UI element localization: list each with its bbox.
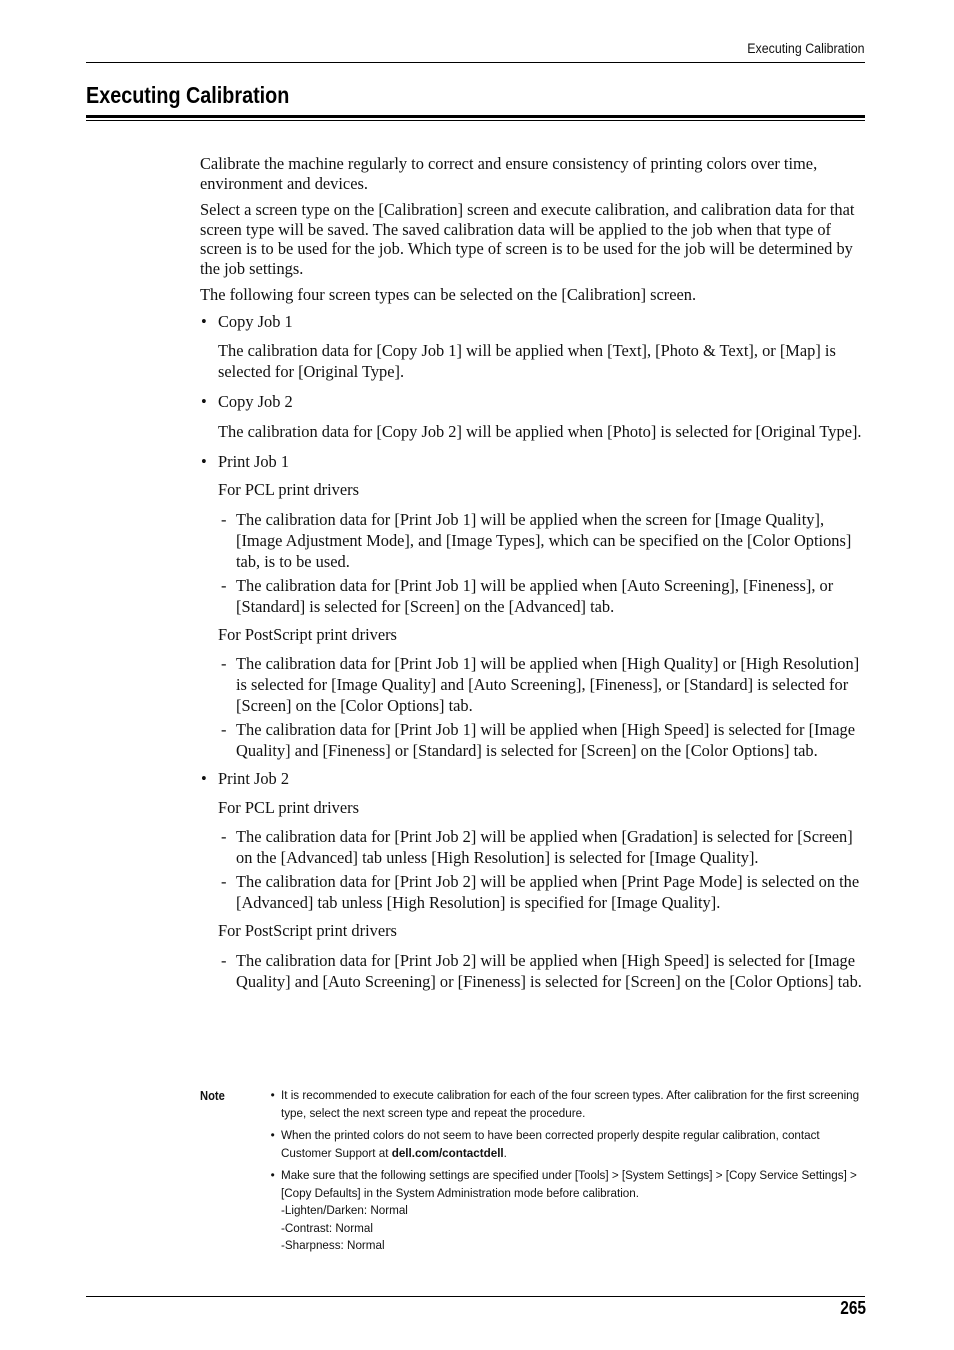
dash-glyph: - (221, 827, 227, 846)
note-item-end: . (503, 1145, 507, 1160)
intro-paragraph: Select a screen type on the [Calibration] screen and execute calibration, and calibration data for that screen type will be saved. The saved calibration data will be applied to the job when that type of screen is to be used for the job. Which type of screen is to be used for the job will be determined by the job settings. (200, 200, 855, 278)
dash-item (221, 950, 866, 992)
note-label: Note (200, 1088, 225, 1103)
bullet-glyph: • (270, 1128, 275, 1142)
dash-list (200, 509, 866, 617)
dash-list (200, 826, 866, 913)
dash-item (221, 575, 866, 617)
setting-line: -Contrast: Normal (281, 1220, 373, 1235)
bullet-description: The calibration data for [Copy Job 1] will be applied when [Text], [Photo & Text], or [Map] is selected for [Original Type]. (218, 341, 836, 381)
page-title: Executing Calibration (86, 82, 290, 108)
note-list (200, 1087, 866, 1255)
note-item (270, 1127, 864, 1162)
header-rule (86, 62, 865, 63)
running-header: Executing Calibration (747, 41, 865, 56)
setting-line: -Lighten/Darken: Normal (281, 1203, 408, 1217)
bullet-glyph: • (201, 392, 207, 411)
bullet-label: Print Job 1 (218, 451, 290, 471)
contact-link[interactable]: dell.com/contactdell (391, 1145, 504, 1160)
body-content (200, 154, 866, 1000)
dash-item (221, 653, 866, 716)
bullet-description: The calibration data for [Copy Job 2] will be applied when [Photo] is selected for [Original Type]. (218, 421, 862, 441)
footer-rule (86, 1296, 865, 1297)
bullet-glyph: • (201, 311, 207, 331)
note-box (200, 1087, 866, 1260)
note-item (270, 1167, 864, 1255)
dash-item-text: The calibration data for [Print Job 1] will be applied when [High Speed] is selected for [Image Quality] and [Fineness] or [Standard] is selected for [Screen] on the [Color Options] tab. (236, 720, 856, 760)
dash-item-text: The calibration data for [Print Job 1] will be applied when [High Quality] or [High Resolution] is selected for [Image Quality] and [Auto Screening], [Fineness], or [Standard] is selected for [Screen] on the [Color Options] tab. (236, 654, 860, 715)
driver-label-postscript: For PostScript print drivers (218, 624, 397, 644)
bullet-glyph: • (270, 1168, 275, 1182)
bullet-print-job-1 (200, 452, 866, 472)
bullet-glyph: • (201, 769, 207, 788)
dash-item-text: The calibration data for [Print Job 2] will be applied when [High Speed] is selected for [Image Quality] and [Auto Screening] or [Fineness] is selected for [Screen] on the [Color Options] tab. (236, 950, 862, 991)
bullet-copy-job-2 (200, 392, 866, 412)
setting-line: -Sharpness: Normal (281, 1238, 385, 1252)
dash-list (200, 950, 866, 992)
bullet-glyph: • (270, 1088, 275, 1102)
dash-list (200, 653, 866, 761)
dash-item-text: The calibration data for [Print Job 2] will be applied when [Print Page Mode] is selected on the [Advanced] tab unless [High Resolution] is specified for [Image Quality]. (236, 872, 860, 912)
driver-label-pcl: For PCL print drivers (218, 480, 359, 499)
title-rule-thick (86, 115, 865, 118)
dash-glyph: - (221, 872, 227, 891)
driver-label-postscript: For PostScript print drivers (218, 921, 397, 940)
intro-paragraph: Calibrate the machine regularly to correct and ensure consistency of printing colors over time, environment and devices. (200, 154, 818, 193)
bullet-print-job-2 (200, 769, 866, 789)
dash-item (221, 509, 866, 572)
dash-item (221, 719, 866, 761)
dash-glyph: - (221, 509, 227, 529)
bullet-label: Copy Job 1 (218, 311, 293, 331)
note-item-text: When the printed colors do not seem to have been corrected properly despite regular calibration, contact Customer Support at (281, 1128, 820, 1160)
dash-glyph: - (221, 575, 227, 595)
driver-label-pcl: For PCL print drivers (218, 797, 359, 817)
dash-item (221, 871, 866, 913)
dash-glyph: - (221, 720, 227, 739)
dash-item-text: The calibration data for [Print Job 1] will be applied when the screen for [Image Quality], [Image Adjustment Mode], and [Image Types], which can be specified on the [Color Options] tab, is to be used. (236, 509, 852, 571)
bullet-label: Print Job 2 (218, 769, 290, 788)
dash-item-text: The calibration data for [Print Job 2] will be applied when [Gradation] is selected for [Screen] on the [Advanced] tab unless [High Resolution] is selected for [Image Quality]. (236, 827, 853, 867)
dash-item-text: The calibration data for [Print Job 1] will be applied when [Auto Screening], [Fineness], or [Standard] is selected for [Screen] on the [Advanced] tab. (236, 575, 834, 616)
title-rule-thin (86, 120, 865, 121)
bullet-label: Copy Job 2 (218, 392, 293, 411)
dash-glyph: - (221, 654, 227, 673)
note-item-text: Make sure that the following settings are specified under [Tools] > [System Settings] > [Copy Service Settings] > [Copy Defaults] in the System Administration mode before calibration. (281, 1168, 857, 1200)
bullet-copy-job-1 (200, 312, 866, 332)
page-number: 265 (840, 1298, 866, 1318)
note-item-text: It is recommended to execute calibration for each of the four screen types. After calibration for the first screening type, select the next screen type and repeat the procedure. (281, 1088, 860, 1120)
note-item (270, 1087, 864, 1122)
bullet-glyph: • (201, 451, 207, 471)
intro-paragraph: The following four screen types can be selected on the [Calibration] screen. (200, 285, 697, 304)
dash-glyph: - (221, 950, 227, 970)
dash-item (221, 826, 866, 868)
